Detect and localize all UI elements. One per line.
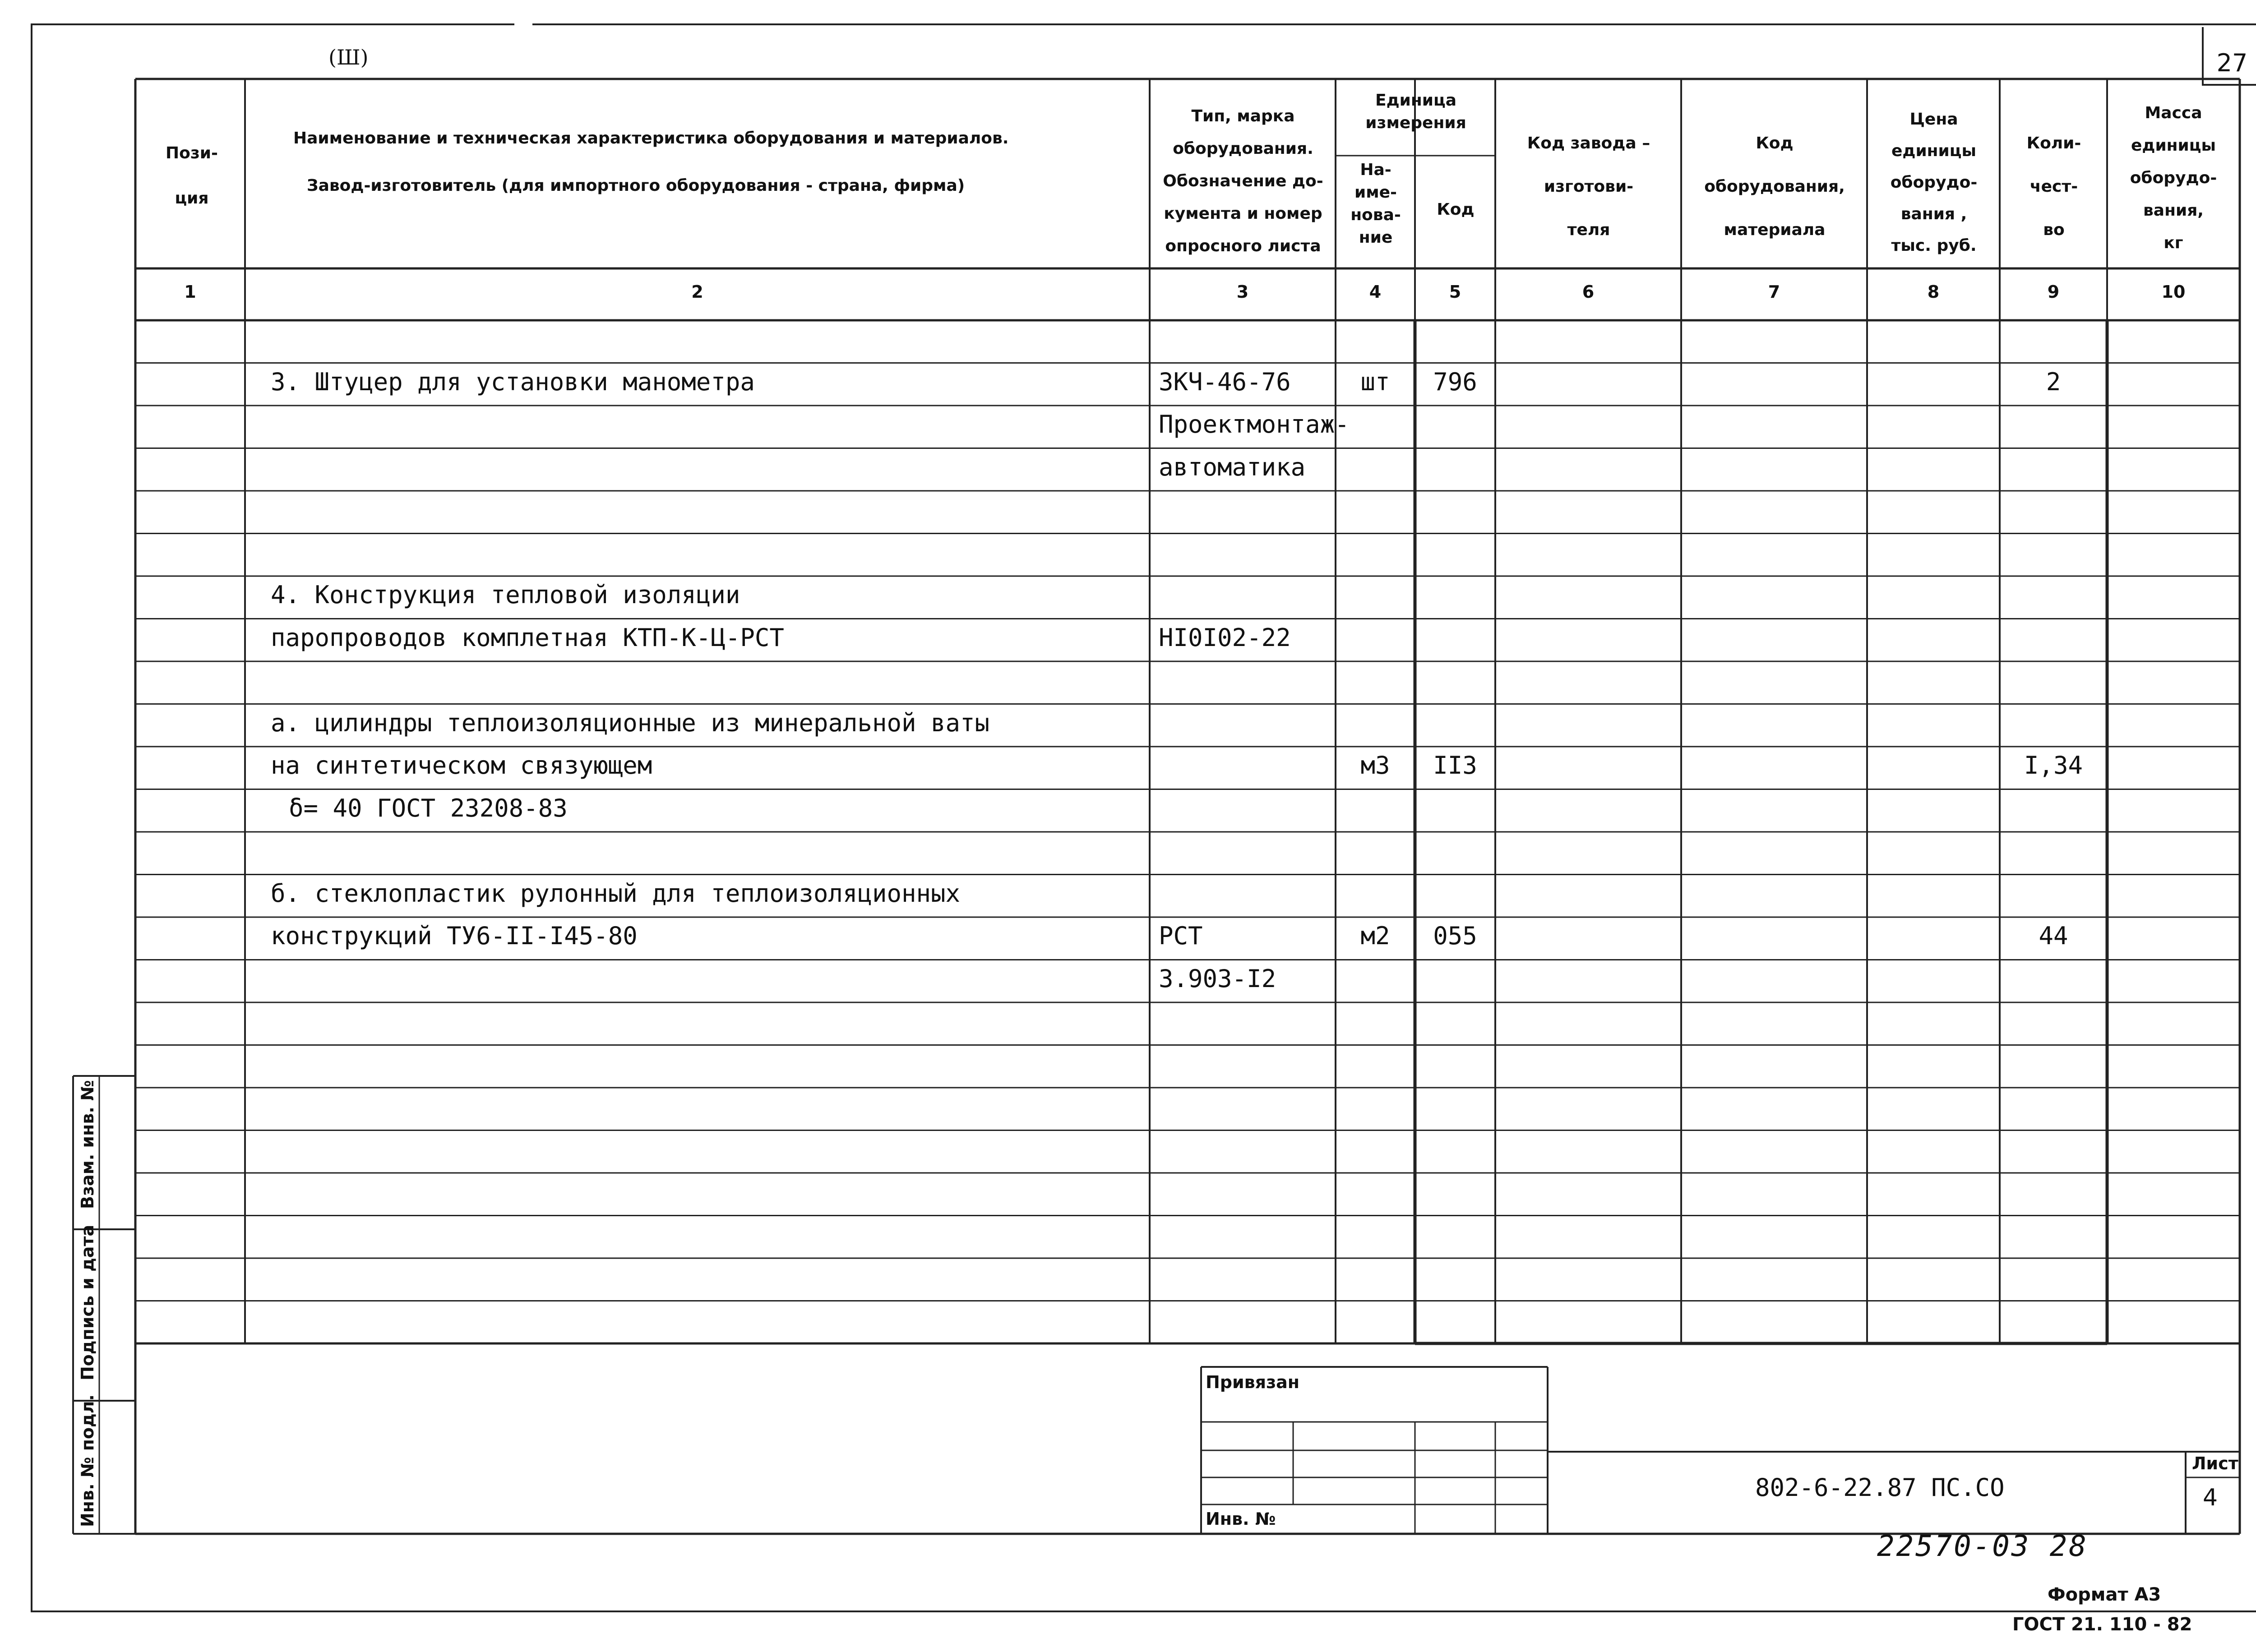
column-number-2: 2: [691, 282, 703, 302]
row-name: δ= 40 ГОСТ 23208-83: [289, 794, 568, 822]
row-name: б. стеклопластик рулонный для теплоизоляционных: [271, 879, 961, 908]
column-number-4: 4: [1369, 282, 1382, 302]
gost-label: ГОСТ 21. 110 - 82: [2012, 1614, 2192, 1635]
row-unit-code: II3: [1433, 751, 1477, 780]
header-unit-group: Единица измерения: [1365, 91, 1466, 132]
row-unit: м3: [1360, 751, 1390, 780]
row-name: конструкций ТУ6-II-I45-80: [271, 922, 638, 950]
side-label-substitution: Взам. инв. №: [78, 1080, 97, 1209]
stamp-sheet-number: 4: [2203, 1484, 2218, 1511]
column-number-5: 5: [1449, 282, 1461, 302]
row-unit-code: 796: [1433, 367, 1477, 396]
handwritten-number: 22570-03 28: [1877, 1530, 2088, 1563]
row-type: ЗКЧ-46-76: [1159, 367, 1291, 396]
row-name: паропроводов комплетная КТП-К-Ц-РСТ: [271, 623, 784, 652]
sheet-marker: (Ш): [328, 45, 369, 69]
row-type: 3.903-I2: [1159, 964, 1276, 993]
header-factory-code: Код завода – изготови- теля: [1527, 134, 1650, 239]
column-number-3: 3: [1236, 282, 1249, 302]
row-type: РСТ: [1159, 922, 1203, 950]
stamp-inv-no: Инв. №: [1206, 1509, 1276, 1529]
header-position: Пози- ция: [166, 144, 218, 208]
header-equipment-code: Код оборудования, материала: [1704, 134, 1845, 239]
column-number-8: 8: [1927, 282, 1940, 302]
row-type: Проектмонтаж-: [1159, 410, 1350, 438]
row-type: автоматика: [1159, 452, 1306, 481]
column-number-9: 9: [2047, 282, 2060, 302]
format-label: Формат А3: [2048, 1584, 2161, 1605]
row-quantity: 44: [2039, 922, 2068, 950]
header-type: Тип, марка оборудования. Обозначение до- кумента и номер опросного листа: [1163, 107, 1323, 255]
column-number-10: 10: [2161, 282, 2186, 302]
stamp-sheet-label: Лист: [2192, 1454, 2238, 1473]
header-name-line2: Завод-изготовитель (для импортного оборудования - страна, фирма): [307, 176, 965, 195]
header-name-line1: Наименование и техническая характеристика оборудования и материалов.: [293, 129, 1009, 148]
row-unit: шт: [1360, 367, 1390, 396]
header-price: Цена единицы оборудо- вания , тыс. руб.: [1890, 110, 1978, 255]
row-unit: м2: [1360, 922, 1390, 950]
header-unit-code: Код: [1437, 200, 1475, 219]
column-number-6: 6: [1582, 282, 1595, 302]
stamp-doc-code: 802-6-22.87 ПС.СО: [1755, 1473, 2005, 1502]
row-name: а. цилиндры теплоизоляционные из минеральной ваты: [271, 708, 990, 737]
row-name: на синтетическом связующем: [271, 751, 652, 780]
row-unit-code: 055: [1433, 922, 1477, 950]
side-label-signature: Подпись и дата: [78, 1224, 97, 1380]
stamp-privyazan: Привязан: [1206, 1372, 1300, 1392]
row-quantity: 2: [2046, 367, 2061, 396]
row-type: НI0I02-22: [1159, 623, 1291, 652]
header-mass: Масса единицы оборудо- вания, кг: [2130, 104, 2217, 252]
row-name: 3. Штуцер для установки манометра: [271, 367, 755, 396]
side-label-inv-original: Инв. № подл.: [78, 1394, 97, 1527]
header-quantity: Коли- чест- во: [2026, 134, 2081, 239]
page-number: 27: [2216, 49, 2248, 77]
page-number-box: [2202, 27, 2256, 86]
row-name: 4. Конструкция тепловой изоляции: [271, 581, 740, 609]
column-number-7: 7: [1768, 282, 1780, 302]
header-unit-name: На- име- нова- ние: [1350, 161, 1401, 247]
row-quantity: I,34: [2024, 751, 2083, 780]
column-number-1: 1: [184, 282, 196, 302]
